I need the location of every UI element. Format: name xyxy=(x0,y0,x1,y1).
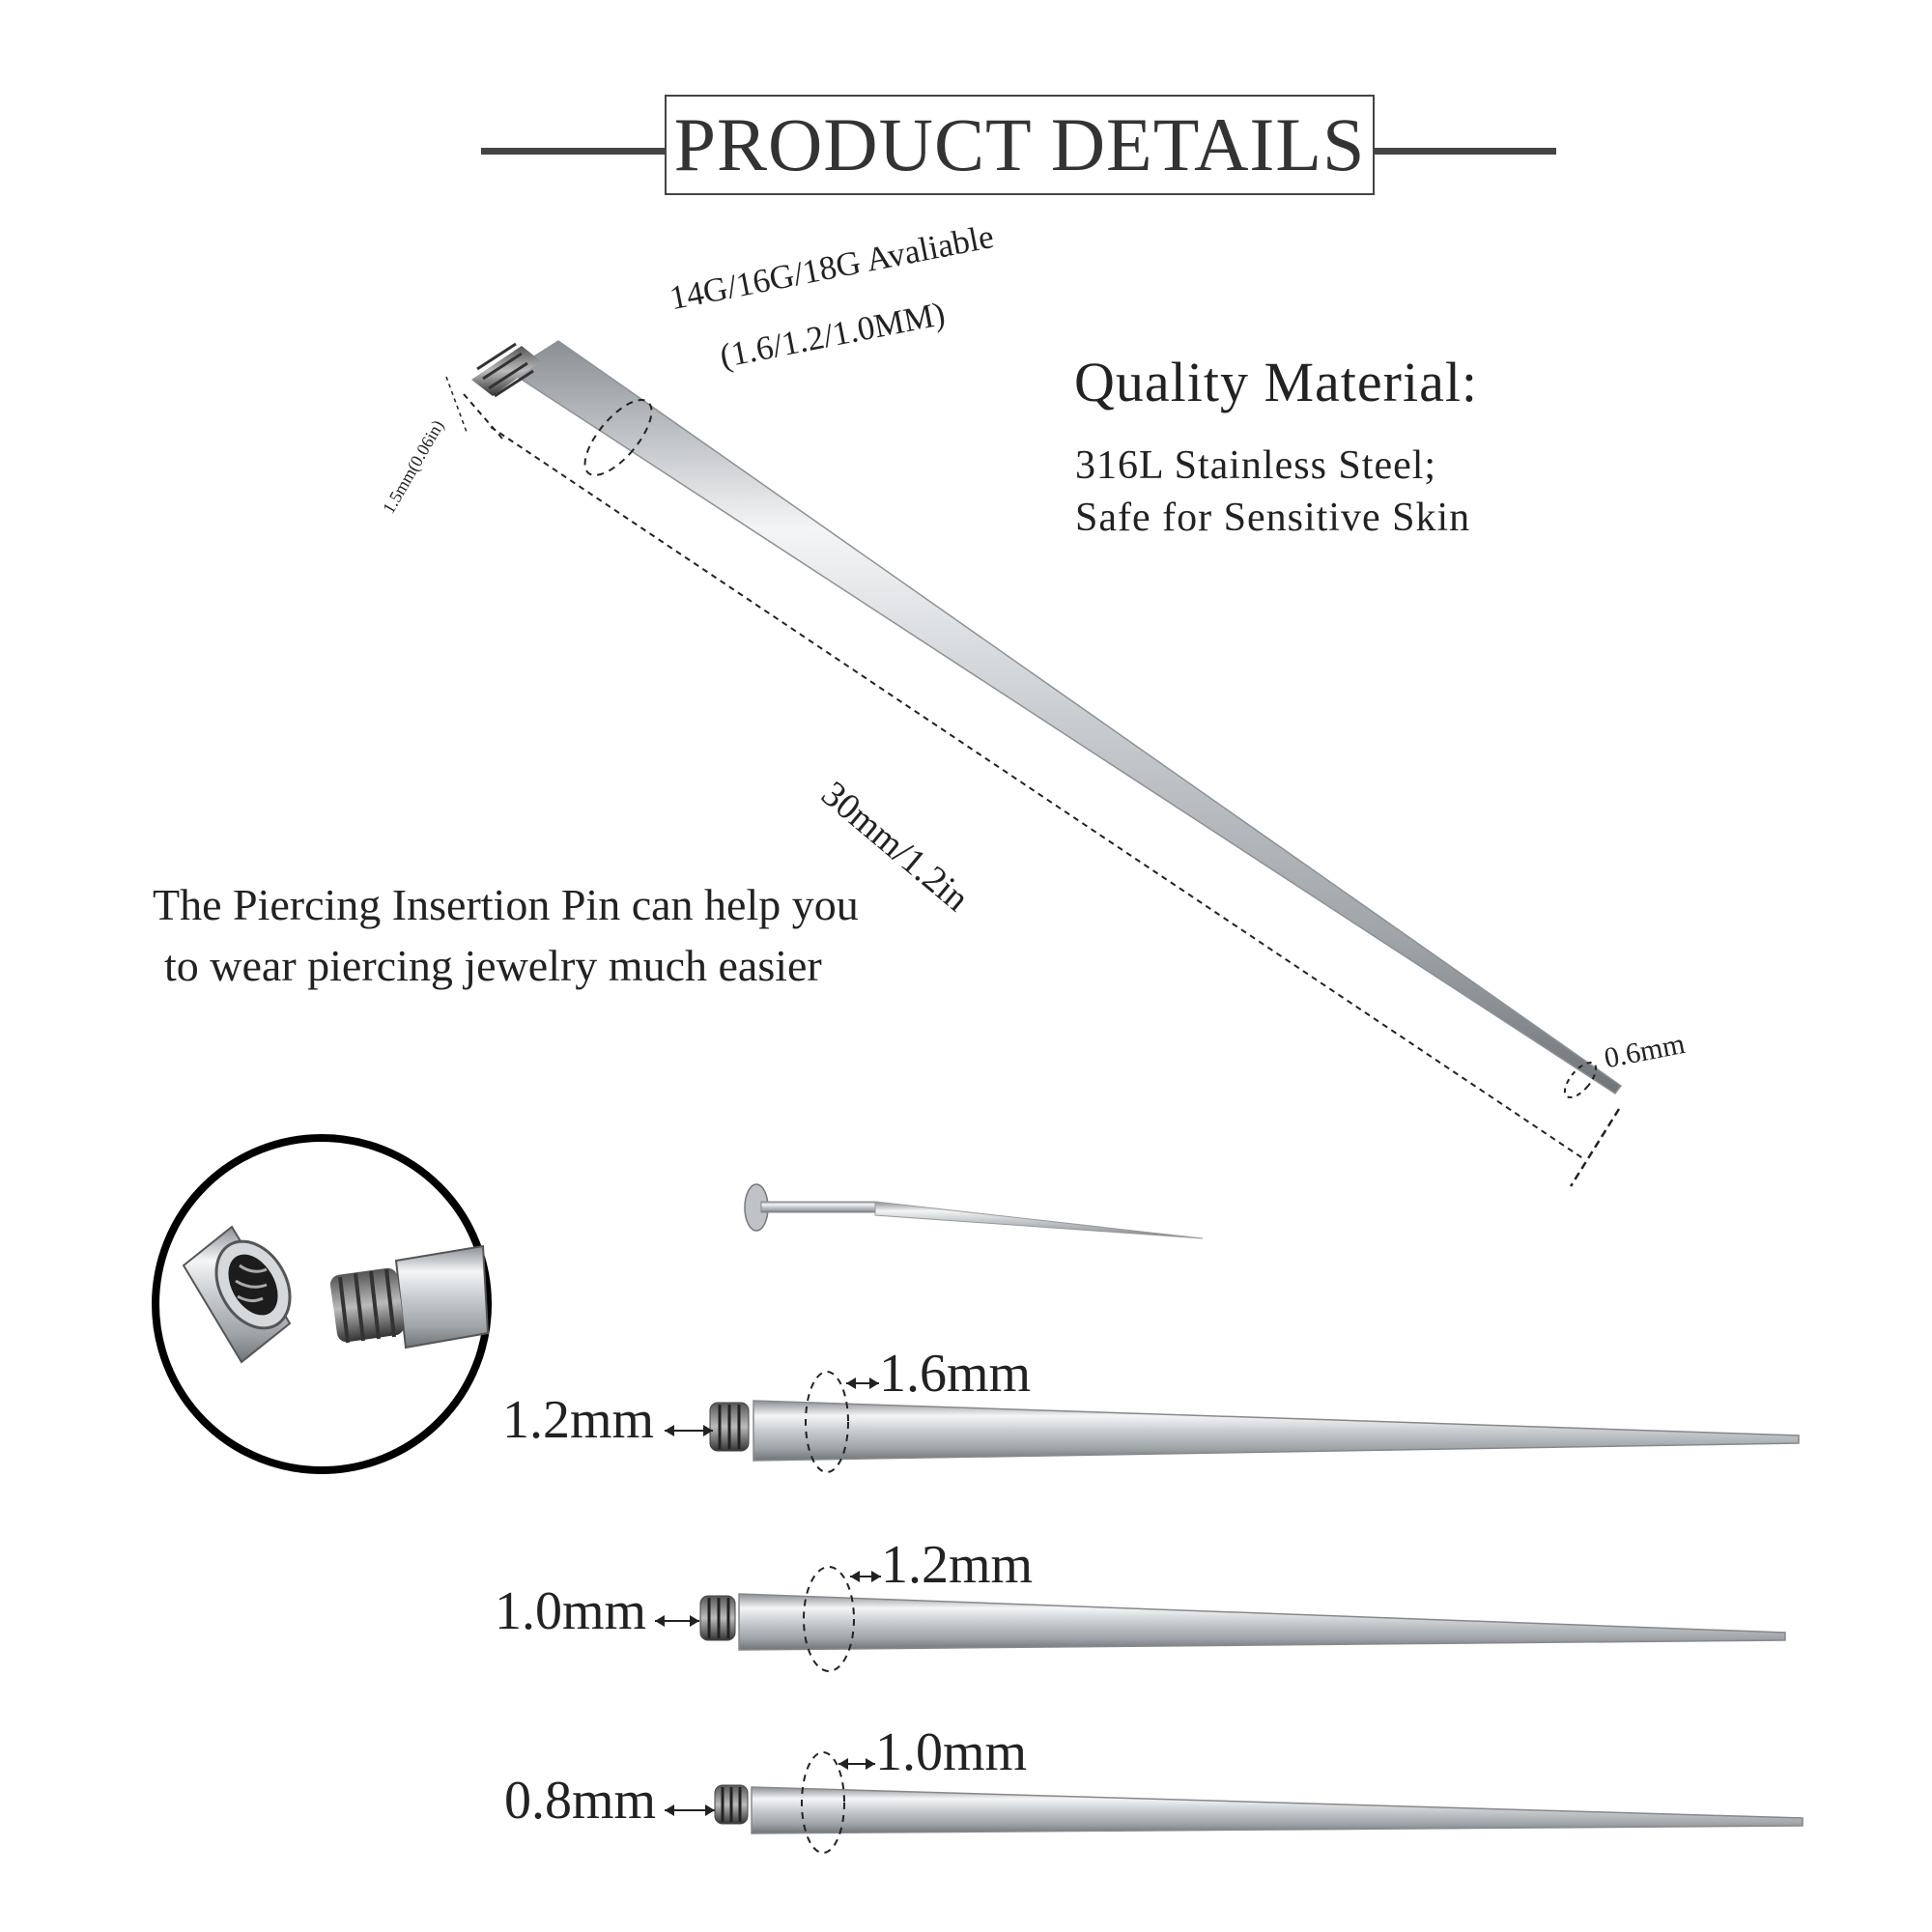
thread-zoom-circle xyxy=(156,1138,488,1470)
gauge-availability-label: 14G/16G/18G Avaliable xyxy=(667,217,997,318)
length-dimension-label: 30mm/1.2in xyxy=(813,773,977,920)
size-row-3-pin xyxy=(665,1752,1803,1853)
title-box xyxy=(665,95,1375,195)
title-rule-right xyxy=(1375,148,1556,155)
size-row-1-pin xyxy=(665,1372,1799,1472)
description-line-1: The Piercing Insertion Pin can help you xyxy=(153,880,859,929)
thread-dimension-label: 1.5mm(0.06in) xyxy=(379,416,448,517)
tip-dimension-label: 0.6mm xyxy=(1602,1027,1688,1075)
size-row-3-shaft-label: 1.0mm xyxy=(875,1722,1028,1782)
main-pin-illustration xyxy=(446,341,1621,1186)
size-row-2-shaft-label: 1.2mm xyxy=(881,1535,1034,1595)
size-row-1-thread-label: 1.2mm xyxy=(502,1390,655,1450)
description-line-2: to wear piercing jewelry much easier xyxy=(164,941,822,990)
thread-dimension-line xyxy=(446,377,468,435)
size-row-2-thread-label: 1.0mm xyxy=(495,1581,647,1641)
page-title: PRODUCT DETAILS xyxy=(673,102,1366,186)
title-rule-left xyxy=(481,148,665,155)
small-pin-illustration xyxy=(745,1184,1203,1238)
size-row-1-shaft-label: 1.6mm xyxy=(879,1344,1032,1404)
gauge-mm-label: (1.6/1.2/1.0MM) xyxy=(717,294,949,376)
material-text: 316L Stainless Steel; xyxy=(1075,443,1437,488)
skin-safety-text: Safe for Sensitive Skin xyxy=(1075,496,1471,540)
size-row-2-pin xyxy=(655,1567,1785,1671)
quality-heading: Quality Material: xyxy=(1074,351,1479,413)
size-row-3-thread-label: 0.8mm xyxy=(504,1771,657,1831)
